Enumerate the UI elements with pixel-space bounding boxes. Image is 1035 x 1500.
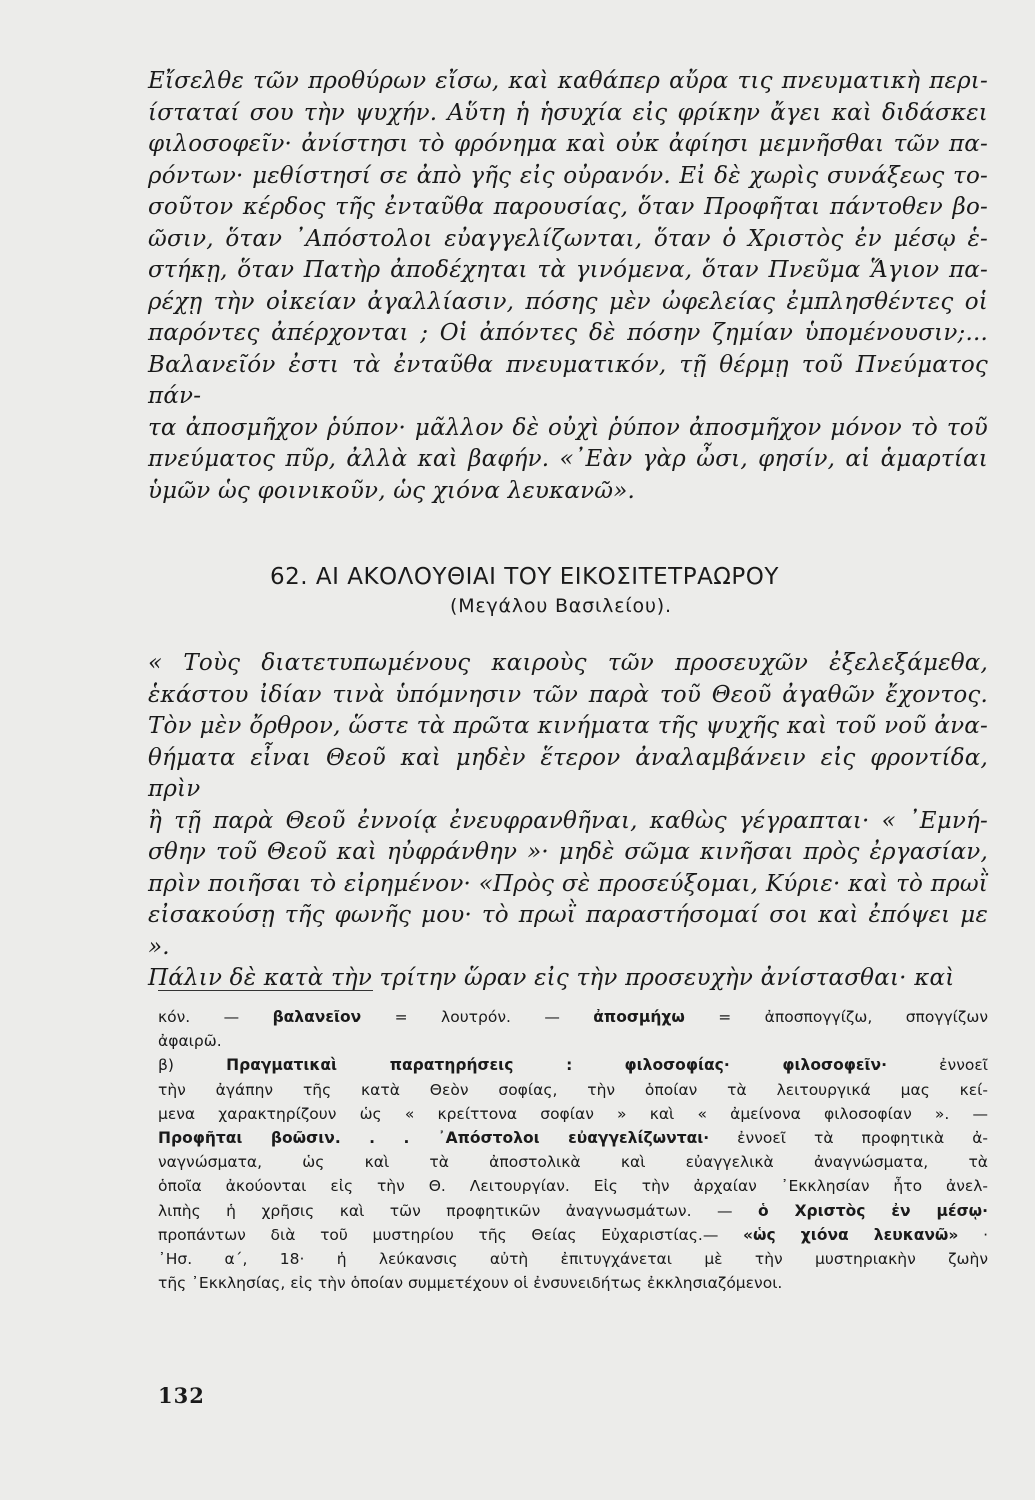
main-text-line: τα ἀποσμῆχον ῥύπον· μᾶλλον δὲ οὐχὶ ῥύπον ἀποσμῆχον μόνον τὸ τοῦ bbox=[148, 414, 988, 441]
footnote-text: προπάντων διὰ τοῦ μυστηρίου τῆς Θείας Εὐχαριστίας.— bbox=[158, 1225, 743, 1244]
footnote-text: = ἀποσπογγίζω, σπογγίζων bbox=[684, 1008, 988, 1026]
section-heading bbox=[270, 562, 870, 620]
section-text-line: « Τοὺς διατετυπωμένους καιροὺς τῶν προσευχῶν ἐξελεξάμεθα, bbox=[148, 650, 988, 676]
footnote-text: ἐννοεῖ bbox=[886, 1056, 988, 1075]
footnote-term: βαλανεῖον bbox=[272, 1008, 362, 1026]
main-text-block bbox=[148, 66, 988, 507]
footnote-text: = λουτρόν. — bbox=[361, 1008, 594, 1026]
section-text-line: σθην τοῦ Θεοῦ καὶ ηὐφράνθην »· μηδὲ σῶμα κινῆσαι πρὸς ἐργασίαν, bbox=[148, 839, 988, 865]
footnote-term: ἀποσμήχω bbox=[593, 1008, 685, 1026]
footnote-text: ἀφαιρῶ. bbox=[158, 1032, 222, 1051]
main-text-line: σοῦτον κέρδος τῆς ἐνταῦθα παρουσίας, ὅταν Προφῆται πάντοθεν βο- bbox=[148, 194, 988, 220]
page-number: 132 bbox=[158, 1383, 205, 1408]
section-title: 62. ΑΙ ΑΚΟΛΟΥΘΙΑΙ ΤΟΥ ΕΙΚΟΣΙΤΕΤΡΑΩΡΟΥ bbox=[270, 564, 779, 590]
footnote-line bbox=[158, 1223, 988, 1247]
footnote-line bbox=[158, 1102, 988, 1126]
section-subtitle: (Μεγάλου Βασιλείου). bbox=[450, 595, 672, 617]
section-text-line: ἢ τῇ παρὰ Θεοῦ ἐννοίᾳ ἐνευφρανθῆναι, καθὼς γέγραπται· « ᾿Εμνή- bbox=[148, 807, 988, 834]
footnote-text: ἐννοεῖ τὰ προφητικὰ ἀ- bbox=[709, 1129, 989, 1148]
footnotes-block bbox=[158, 1005, 988, 1295]
footnote-text: β) bbox=[158, 1056, 227, 1075]
footnote-text: ᾿Ησ. α΄, 18· ἡ λεύκανσις αὐτὴ ἐπιτυγχάνεται μὲ τὴν μυστηριακὴν ζωὴν bbox=[158, 1250, 988, 1269]
footnote-term: «ὡς χιόνα λευκανῶ» bbox=[743, 1225, 959, 1244]
section-text-line: Τὸν μὲν ὄρθρον, ὥστε τὰ πρῶτα κινήματα τῆς ψυχῆς καὶ τοῦ νοῦ ἀνα- bbox=[148, 713, 988, 739]
footnote-term: Πραγματικαὶ παρατηρήσεις : bbox=[226, 1056, 573, 1075]
main-text-line: ὑμῶν ὡς φοινικοῦν, ὡς χιόνα λευκανῶ». bbox=[148, 477, 636, 504]
footnote-line bbox=[158, 1005, 988, 1029]
section-text-line: πρὶν ποιῆσαι τὸ εἰρημένον· «Πρὸς σὲ προσεύξομαι, Κύριε· καὶ τὸ πρωῒ bbox=[148, 870, 988, 897]
section-text-line: εἰσακούσῃ τῆς φωνῆς μου· τὸ πρωῒ παραστήσομαί σοι καὶ ἐπόψει με ». bbox=[148, 902, 988, 960]
footnote-line bbox=[158, 1271, 988, 1295]
main-text-line: παρόντες ἀπέρχονται ; Οἱ ἀπόντες δὲ πόσην ζημίαν ὑπομένουσιν;... bbox=[148, 320, 988, 346]
footnote-term: φιλοσοφίας· φιλοσοφεῖν· bbox=[624, 1056, 887, 1075]
main-text-line: Εἴσελθε τῶν προθύρων εἴσω, καὶ καθάπερ αὔρα τις πνευματικὴ περι- bbox=[148, 68, 988, 94]
footnote-line bbox=[158, 1174, 988, 1198]
footnote-text: τὴν ἀγάπην τῆς κατὰ Θεὸν σοφίας, τὴν ὁποίαν τὰ λειτουργικά μας κεί- bbox=[158, 1080, 988, 1099]
footnote-text: ὁποῖα ἀκούονται εἰς τὴν Θ. Λειτουργίαν. Εἰς τὴν ἀρχαίαν ᾿Εκκλησίαν ἦτο ἀνελ- bbox=[158, 1177, 988, 1196]
main-text-line: ῶσιν, ὅταν ᾿Απόστολοι εὐαγγελίζωνται, ὅταν ὁ Χριστὸς ἐν μέσῳ ἑ- bbox=[148, 225, 988, 252]
footnote-text: τῆς ᾿Εκκλησίας, εἰς τὴν ὁποίαν συμμετέχουν οἱ ἐνσυνειδήτως ἐκκλησιαζόμενοι. bbox=[158, 1274, 783, 1293]
footnote-term: ὁ Χριστὸς ἐν μέσῳ· bbox=[757, 1201, 989, 1220]
section-text-block bbox=[148, 648, 988, 995]
footnote-line bbox=[158, 1053, 988, 1077]
footnote-line bbox=[158, 1126, 988, 1150]
footnote-line bbox=[158, 1199, 988, 1223]
main-text-line: ίσταταί σου τὴν ψυχήν. Αὕτη ἡ ἡσυχία εἰς φρίκην ἄγει καὶ διδάσκει bbox=[148, 99, 988, 126]
footnote-line bbox=[158, 1078, 988, 1102]
footnote-text: · bbox=[958, 1225, 988, 1244]
main-text-line: στήκῃ, ὅταν Πατὴρ ἀποδέχηται τὰ γινόμενα, ὅταν Πνεῦμα Ἅγιον πα- bbox=[148, 257, 988, 283]
footnote-divider bbox=[158, 990, 373, 991]
footnote-line bbox=[158, 1150, 988, 1174]
main-text-line: πνεύματος πῦρ, ἀλλὰ καὶ βαφήν. «᾿Εὰν γὰρ ὦσι, φησίν, αἱ ἁμαρτίαι bbox=[148, 446, 988, 472]
section-text-line: Πάλιν δὲ κατὰ τὴν τρίτην ὥραν εἰς τὴν προσευχὴν ἀνίστασθαι· καὶ bbox=[148, 965, 955, 991]
footnote-line bbox=[158, 1247, 988, 1271]
footnote-text: μενα χαρακτηρίζουν ὡς « κρείττονα σοφίαν » καὶ « ἀμείνονα φιλοσοφίαν ». — bbox=[158, 1104, 988, 1123]
main-text-line: φιλοσοφεῖν· ἀνίστησι τὸ φρόνημα καὶ οὐκ ἀφίησι μεμνῆσθαι τῶν πα- bbox=[148, 131, 988, 157]
section-text-line: ἑκάστου ἰδίαν τινὰ ὑπόμνησιν τῶν παρὰ τοῦ Θεοῦ ἀγαθῶν ἔχοντος. bbox=[148, 681, 988, 708]
main-text-line: Βαλανεῖόν ἐστι τὰ ἐνταῦθα πνευματικόν, τῇ θέρμῃ τοῦ Πνεύματος πάν- bbox=[148, 351, 988, 409]
main-text-line: ρόντων· μεθίστησί σε ἀπὸ γῆς εἰς οὐρανόν. Εἰ δὲ χωρὶς συνάξεως το- bbox=[148, 162, 988, 189]
footnote-text: λιπὴς ἡ χρῆσις καὶ τῶν προφητικῶν ἀναγνωσμάτων. — bbox=[158, 1201, 758, 1220]
footnote-line bbox=[158, 1029, 988, 1053]
footnote-term: Προφῆται βοῶσιν. . . ᾿Απόστολοι εὐαγγελίζωνται· bbox=[158, 1129, 710, 1148]
footnote-text bbox=[572, 1056, 624, 1074]
footnote-text: ναγνώσματα, ὡς καὶ τὰ ἀποστολικὰ καὶ εὐαγγελικὰ ἀναγνώσματα, τὰ bbox=[158, 1153, 988, 1172]
footnote-text: κόν. — bbox=[158, 1008, 273, 1026]
main-text-line: ρέχῃ τὴν οἰκείαν ἀγαλλίασιν, πόσης μὲν ὠφελείας ἐμπλησθέντες οἱ bbox=[148, 288, 988, 315]
section-text-line: θήματα εἶναι Θεοῦ καὶ μηδὲν ἕτερον ἀναλαμβάνειν εἰς φροντίδα, πρὶν bbox=[148, 744, 988, 802]
